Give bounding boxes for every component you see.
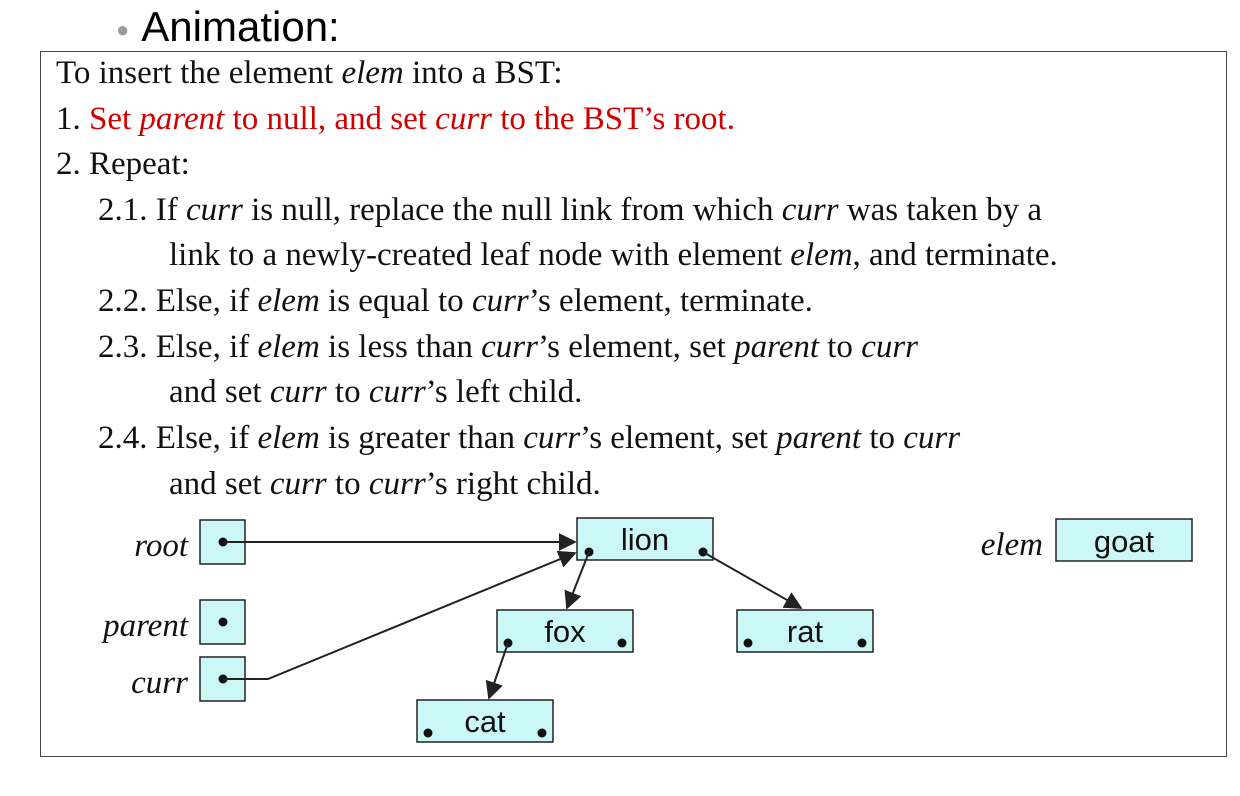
step-1-number: 1. [56, 101, 81, 137]
step-2-4-line-1: 2.4. Else, if elem is greater than curr’s element, set parent to curr [98, 420, 961, 456]
curr-label: curr [131, 665, 188, 701]
elem-label: elem [980, 527, 1043, 563]
step-2-text: Repeat: [89, 146, 190, 182]
step-2-1-line-2: link to a newly-created leaf node with element elem, and terminate. [169, 237, 1058, 273]
step-2-3-line-1: 2.3. Else, if elem is less than curr’s element, set parent to curr [98, 329, 919, 365]
slide-title: Animation: [141, 3, 340, 50]
node-rat [737, 610, 873, 652]
parent-pointer-box [200, 600, 245, 644]
step-2-number: 2. [56, 146, 81, 182]
node-cat-label: cat [464, 704, 506, 739]
node-fox-label: fox [544, 614, 586, 649]
title-var: elem [341, 55, 404, 91]
parent-label: parent [103, 608, 188, 644]
step-2-1-number: 2.1. [98, 192, 148, 228]
step-2-4-number: 2.4. [98, 420, 148, 456]
step-2-1-line-1: 2.1. If curr is null, replace the null link from which curr was taken by a [98, 192, 1042, 228]
elem-value-box [1056, 519, 1192, 561]
root-label: root [134, 528, 188, 564]
step-2-2-number: 2.2. [98, 283, 148, 319]
node-rat-label: rat [786, 614, 824, 649]
step-2-4-line-2: and set curr to curr’s right child. [169, 466, 601, 502]
title-text-1: To insert the element [56, 55, 342, 91]
node-fox [497, 610, 633, 652]
node-lion [577, 518, 713, 560]
step-1-text: Set parent to null, and set curr to the BST’s root. [89, 101, 735, 137]
step-2-3-number: 2.3. [98, 329, 148, 365]
elem-value: goat [1093, 524, 1155, 559]
node-lion-label: lion [620, 522, 670, 557]
step-2-2: 2.2. Else, if elem is equal to curr’s element, terminate. [98, 283, 813, 319]
step-2-3-line-2: and set curr to curr’s left child. [169, 374, 583, 410]
bullet-dot-icon: ● [116, 17, 130, 42]
lion-to-rat-arrow [703, 552, 801, 608]
title-text-2: into a BST: [403, 55, 563, 91]
node-cat [417, 700, 553, 742]
